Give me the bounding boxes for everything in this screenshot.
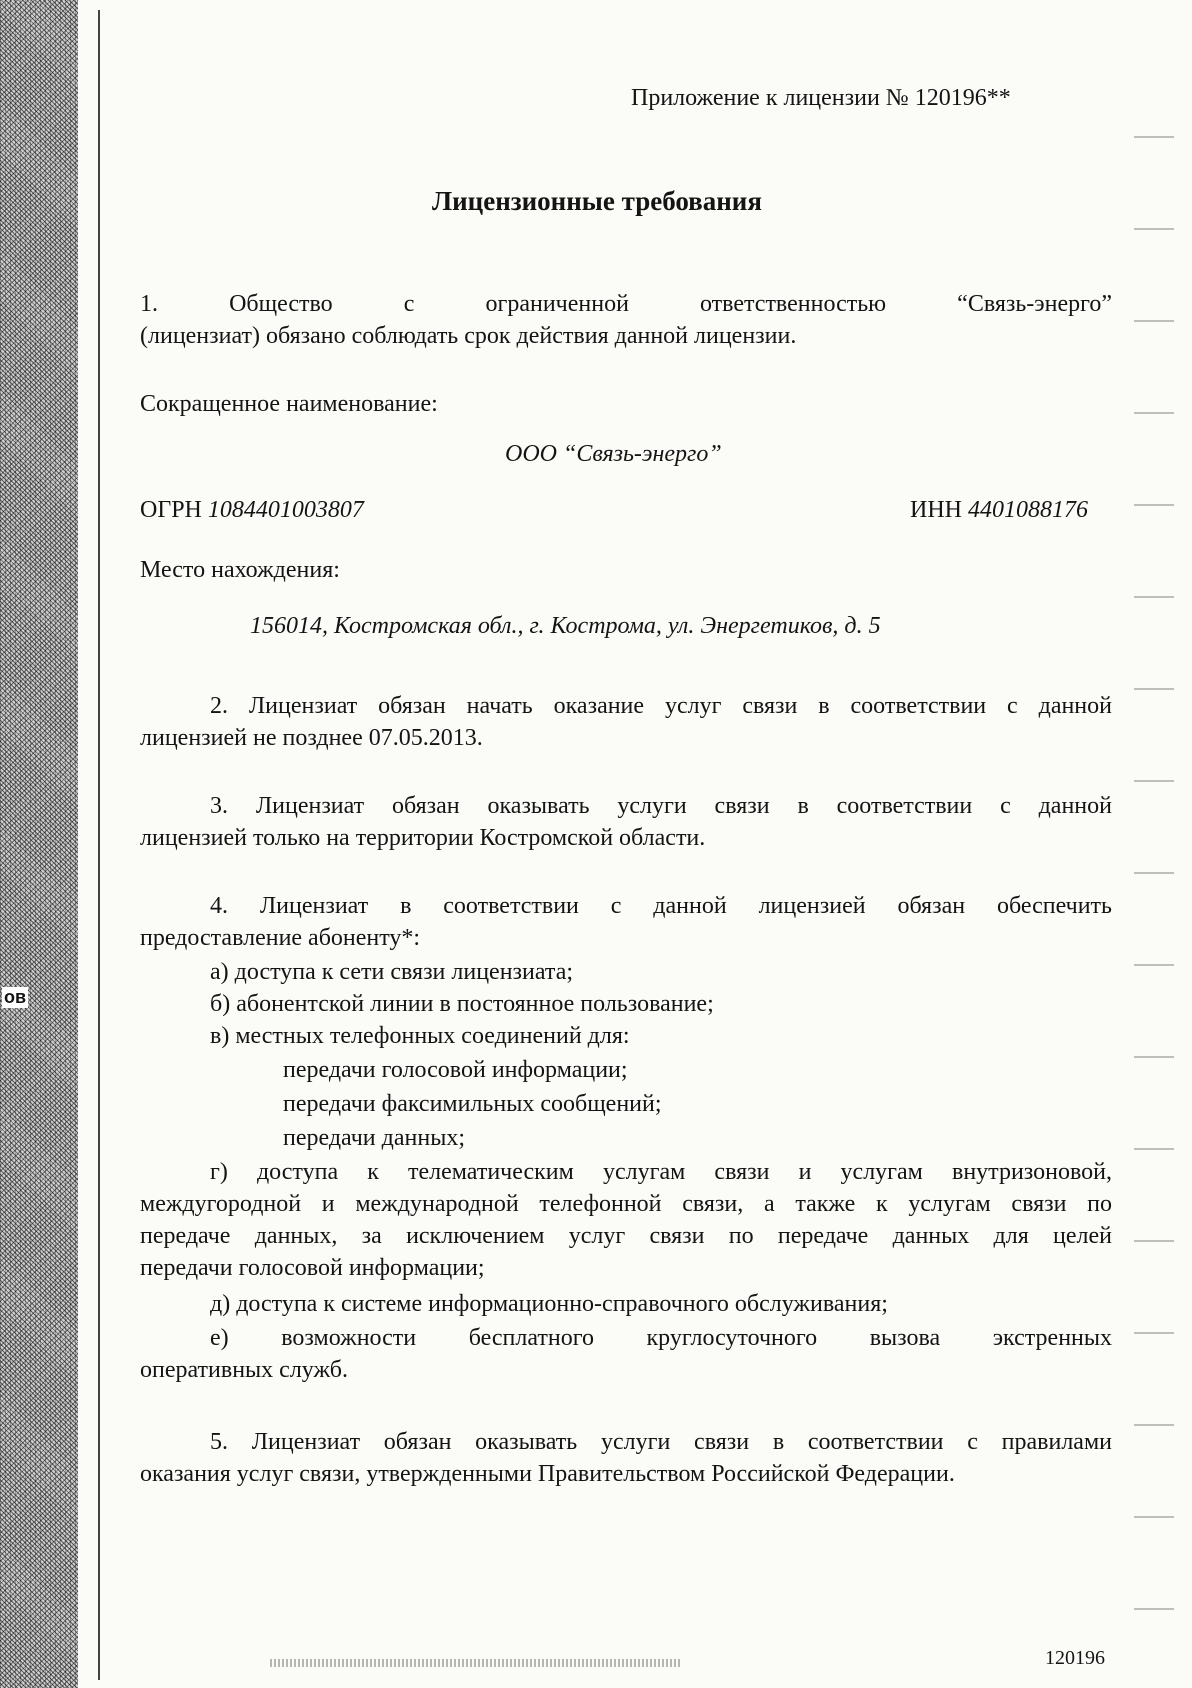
clause-4-item-e-line-1: е) возможности бесплатного круглосуточного вызова экстренных xyxy=(210,1325,1112,1351)
clause-4-item-a: а) доступа к сети связи лицензиата; xyxy=(210,959,574,985)
inn-label: ИНН xyxy=(910,497,962,523)
scan-edge-line xyxy=(98,10,100,1680)
clause-4-item-v-2: передачи факсимильных сообщений; xyxy=(283,1091,662,1117)
margin-fragment: ов xyxy=(4,987,27,1007)
inn-field xyxy=(910,494,1088,526)
clause-5-line-1: 5. Лицензиат обязан оказывать услуги связи в соответствии с правилами xyxy=(210,1429,1112,1455)
clause-5-line-2: оказания услуг связи, утвержденными Правительством Российской Федерации. xyxy=(140,1461,955,1487)
clause-4-item-e-line-2: оперативных служб. xyxy=(140,1357,348,1383)
clause-4-item-v: в) местных телефонных соединений для: xyxy=(210,1023,630,1049)
clause-4-item-g-line-1: г) доступа к телематическим услугам связи и услугам внутризоновой, xyxy=(210,1159,1112,1185)
clause-1-line-1: 1. Общество с ограниченной ответственностью “Связь-энерго” xyxy=(140,291,1112,317)
footer-scan-strip xyxy=(270,1659,680,1667)
document-title: Лицензионные требования xyxy=(432,186,762,216)
scan-edge-noise xyxy=(0,0,78,1688)
clause-3-line-2: лицензией только на территории Костромской области. xyxy=(140,825,706,851)
clause-4-item-g-line-2: междугородной и международной телефонной связи, а также к услугам связи по xyxy=(140,1191,1112,1217)
clause-4-item-v-3: передачи данных; xyxy=(283,1125,465,1151)
clause-4-line-2: предоставление абоненту*: xyxy=(140,925,421,951)
clause-4-item-v-1: передачи голосовой информации; xyxy=(283,1057,628,1083)
ogrn-label: ОГРН xyxy=(140,497,202,523)
clause-4-item-b: б) абонентской линии в постоянное пользование; xyxy=(210,991,714,1017)
clause-4-item-g-line-3: передаче данных, за исключением услуг связи по передаче данных для целей xyxy=(140,1223,1112,1249)
location-label: Место нахождения: xyxy=(140,557,340,583)
clause-2-line-1: 2. Лицензиат обязан начать оказание услуг связи в соответствии с данной xyxy=(210,693,1112,719)
clause-1-line-2: (лицензиат) обязано соблюдать срок действия данной лицензии. xyxy=(140,323,797,349)
short-name-label: Сокращенное наименование: xyxy=(140,391,438,417)
appendix-header: Приложение к лицензии № 120196** xyxy=(631,85,1011,111)
ogrn-value: 1084401003807 xyxy=(207,497,364,523)
clause-3-line-1: 3. Лицензиат обязан оказывать услуги связи в соответствии с данной xyxy=(210,793,1112,819)
footer-license-number: 120196 xyxy=(1045,1647,1105,1669)
clause-4-line-1: 4. Лицензиат в соответствии с данной лицензией обязан обеспечить xyxy=(210,893,1112,919)
inn-value: 4401088176 xyxy=(968,497,1088,523)
ogrn-field xyxy=(140,494,364,526)
clause-2-line-2: лицензией не позднее 07.05.2013. xyxy=(140,725,483,751)
location-value: 156014, Костромская обл., г. Кострома, ул. Энергетиков, д. 5 xyxy=(250,613,881,639)
clause-4-item-g-line-4: передачи голосовой информации; xyxy=(140,1255,485,1281)
scan-right-noise xyxy=(1134,90,1174,1670)
short-name-value: ООО “Связь-энерго” xyxy=(505,441,722,467)
clause-4-item-d: д) доступа к системе информационно-справочного обслуживания; xyxy=(210,1291,888,1317)
